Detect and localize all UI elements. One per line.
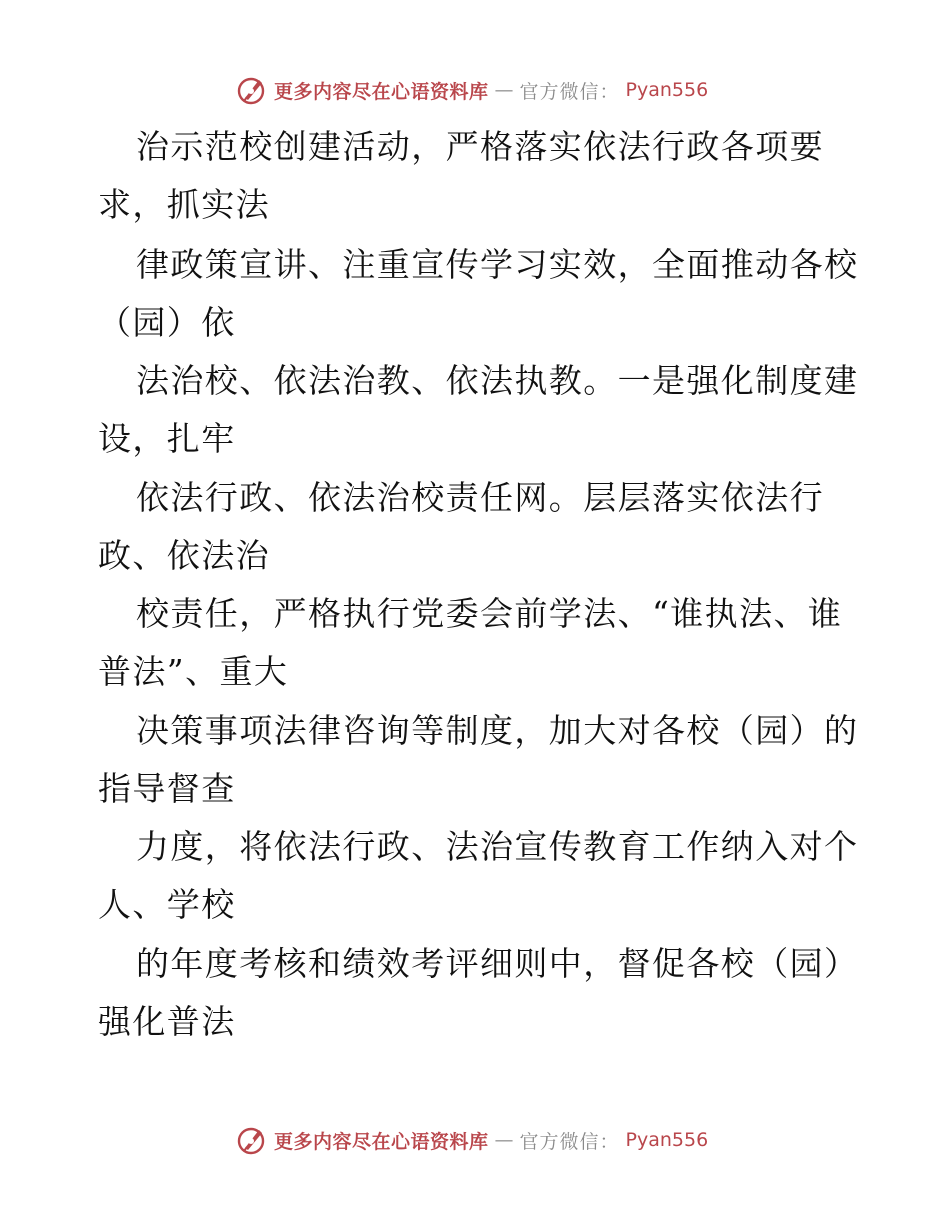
body-line: 法治校、依法治教、依法执教。一是强化制度建 xyxy=(136,361,859,400)
watermark-main-text: 更多内容尽在心语资料库 xyxy=(274,80,489,103)
body-line: 校责任，严格执行党委会前学法、“谁执法、谁 xyxy=(136,594,843,633)
watermark-main-text: 更多内容尽在心语资料库 xyxy=(274,1130,489,1153)
watermark-wechat-id: Pyan556 xyxy=(625,1129,709,1151)
body-line: 指导督查 xyxy=(98,769,236,808)
feather-pen-circle-icon xyxy=(236,1124,268,1156)
body-line: 设，扎牢 xyxy=(98,419,236,458)
body-line: 普法”、重大 xyxy=(98,652,289,691)
body-line: （园）依 xyxy=(98,303,236,342)
body-line: 力度，将依法行政、法治宣传教育工作纳入对个 xyxy=(136,827,859,866)
body-line: 决策事项法律咨询等制度，加大对各校（园）的 xyxy=(136,711,859,750)
watermark-separator: — xyxy=(494,1129,514,1151)
watermark-separator: — xyxy=(494,79,514,101)
watermark-official-label: 官方微信： xyxy=(519,80,620,103)
watermark-official-label: 官方微信： xyxy=(519,1130,620,1153)
body-line: 人、学校 xyxy=(98,885,236,924)
body-line: 求，抓实法 xyxy=(98,185,270,224)
body-line: 依法行政、依法治校责任网。层层落实依法行 xyxy=(136,478,824,517)
body-line: 强化普法 xyxy=(98,1002,236,1041)
footer-watermark xyxy=(236,1122,708,1158)
body-line: 律政策宣讲、注重宣传学习实效，全面推动各校 xyxy=(136,245,859,284)
body-line: 的年度考核和绩效考评细则中，督促各校（园） xyxy=(136,944,859,983)
body-line: 政、依法治 xyxy=(98,536,270,575)
header-watermark xyxy=(236,72,708,108)
watermark-wechat-id: Pyan556 xyxy=(625,79,709,101)
feather-pen-circle-icon xyxy=(236,74,268,106)
body-line: 治示范校创建活动，严格落实依法行政各项要 xyxy=(136,127,824,166)
